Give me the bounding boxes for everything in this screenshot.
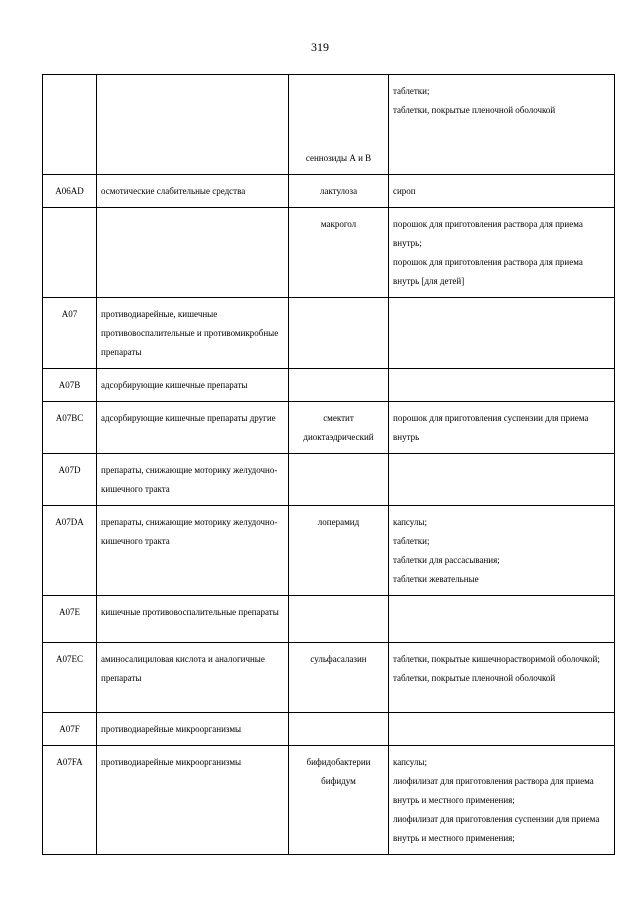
table-row xyxy=(43,298,615,369)
table-row xyxy=(43,596,615,643)
drug-name-cell: лактулоза xyxy=(289,175,389,208)
page-number: 319 xyxy=(311,40,329,54)
atc-code-cell: A07FA xyxy=(43,746,97,855)
dosage-form-cell xyxy=(389,746,615,855)
dosage-form-cell xyxy=(389,175,615,208)
dosage-form-cell xyxy=(389,643,615,713)
dosage-form-cell xyxy=(389,596,615,643)
group-cell: осмотические слабительные средства xyxy=(97,175,289,208)
dosage-form-item: сироп xyxy=(393,186,416,196)
dosage-form-item: порошок для приготовления суспензии для приема внутрь xyxy=(393,413,589,442)
table-row xyxy=(43,454,615,506)
drug-name-cell xyxy=(289,454,389,506)
drug-name-cell xyxy=(289,75,389,175)
table-row xyxy=(43,402,615,454)
dosage-form-item: таблетки жевательные xyxy=(393,574,479,584)
drug-name-cell: смектит диоктаэдрический xyxy=(289,402,389,454)
dosage-form-cell xyxy=(389,402,615,454)
drug-name-cell xyxy=(289,369,389,402)
atc-code-cell: A07E xyxy=(43,596,97,643)
atc-code-cell: A07D xyxy=(43,454,97,506)
dosage-form-item: таблетки для рассасывания; xyxy=(393,555,500,565)
group-cell: препараты, снижающие моторику желудочно-кишечного тракта xyxy=(97,454,289,506)
atc-code-cell: A07BC xyxy=(43,402,97,454)
group-cell: противодиарейные, кишечные противовоспалительные и противомикробные препараты xyxy=(97,298,289,369)
atc-code-cell: A07EC xyxy=(43,643,97,713)
dosage-form-cell xyxy=(389,208,615,298)
atc-code-cell: A06AD xyxy=(43,175,97,208)
drug-name-cell: сульфасалазин xyxy=(289,643,389,713)
table-row xyxy=(43,369,615,402)
group-cell xyxy=(97,208,289,298)
group-cell: противодиарейные микроорганизмы xyxy=(97,713,289,746)
group-cell xyxy=(97,75,289,175)
dosage-form-item: лиофилизат для приготовления раствора для приема внутрь и местного применения; xyxy=(393,776,594,805)
table-row xyxy=(43,506,615,596)
atc-code-cell: A07B xyxy=(43,369,97,402)
group-cell: кишечные противовоспалительные препараты xyxy=(97,596,289,643)
dosage-form-item: таблетки; xyxy=(393,536,430,546)
atc-code-cell xyxy=(43,75,97,175)
atc-code-cell xyxy=(43,208,97,298)
dosage-form-item: порошок для приготовления раствора для приема внутрь; xyxy=(393,219,583,248)
drug-table xyxy=(42,74,615,855)
group-cell: адсорбирующие кишечные препараты другие xyxy=(97,402,289,454)
atc-code-cell: A07DA xyxy=(43,506,97,596)
dosage-form-cell xyxy=(389,369,615,402)
drug-name-cell: макрогол xyxy=(289,208,389,298)
dosage-form-cell xyxy=(389,75,615,175)
drug-name-cell xyxy=(289,596,389,643)
drug-name-cell xyxy=(289,713,389,746)
dosage-form-item: таблетки, покрытые пленочной оболочкой xyxy=(393,673,556,683)
table-row xyxy=(43,746,615,855)
drug-name: сеннозиды А и В xyxy=(305,153,372,163)
dosage-form-cell xyxy=(389,298,615,369)
table-row xyxy=(43,643,615,713)
dosage-form-cell xyxy=(389,506,615,596)
atc-code-cell: A07F xyxy=(43,713,97,746)
dosage-form-item: капсулы; xyxy=(393,757,427,767)
drug-name-cell xyxy=(289,298,389,369)
dosage-form-item: таблетки, покрытые пленочной оболочкой xyxy=(393,105,556,115)
group-cell: противодиарейные микроорганизмы xyxy=(97,746,289,855)
table-row xyxy=(43,713,615,746)
dosage-form-cell xyxy=(389,454,615,506)
table-row xyxy=(43,175,615,208)
table-row xyxy=(43,208,615,298)
drug-name-cell: бифидобактерии бифидум xyxy=(289,746,389,855)
dosage-form-item: порошок для приготовления раствора для приема внутрь [для детей] xyxy=(393,257,583,286)
dosage-form-item: таблетки, покрытые кишечнорастворимой оболочкой; xyxy=(393,654,600,664)
dosage-form-item: капсулы; xyxy=(393,517,427,527)
dosage-form-item: лиофилизат для приготовления суспензии для приема внутрь и местного применения; xyxy=(393,814,600,843)
group-cell: адсорбирующие кишечные препараты xyxy=(97,369,289,402)
dosage-form-cell xyxy=(389,713,615,746)
group-cell: аминосалициловая кислота и аналогичные препараты xyxy=(97,643,289,713)
table-row xyxy=(43,75,615,175)
dosage-form-item: таблетки; xyxy=(393,86,430,96)
group-cell: препараты, снижающие моторику желудочно-кишечного тракта xyxy=(97,506,289,596)
drug-name-cell: лоперамид xyxy=(289,506,389,596)
atc-code-cell: A07 xyxy=(43,298,97,369)
